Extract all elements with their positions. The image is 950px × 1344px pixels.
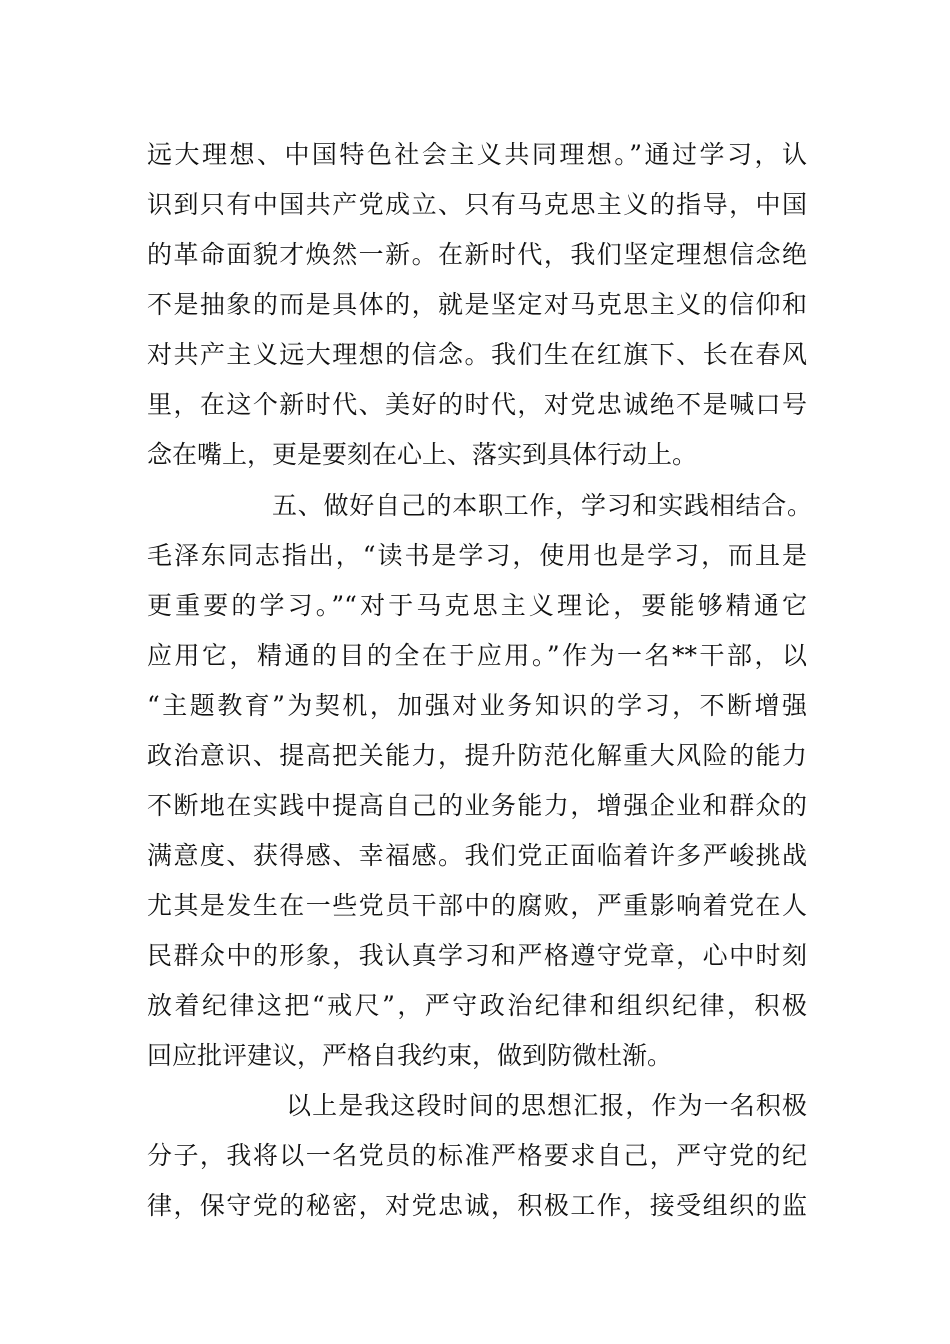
text-line-12: “主题教育”为契机，加强对业务知识的学习，不断增强 bbox=[147, 691, 807, 720]
text-line-15: 满意度、获得感、幸福感。我们党正面临着许多严峻挑战 bbox=[147, 841, 807, 870]
text-line-11: 应用它，精通的目的全在于应用。”作为一名**干部，以 bbox=[147, 641, 807, 670]
text-line-16: 尤其是发生在一些党员干部中的腐败，严重影响着党在人 bbox=[147, 891, 807, 920]
text-line-5: 对共产主义远大理想的信念。我们生在红旗下、长在春风 bbox=[147, 340, 807, 369]
text-line-3: 的革命面貌才焕然一新。在新时代，我们坚定理想信念绝 bbox=[147, 240, 807, 269]
text-line-10: 更重要的学习。”“对于马克思主义理论，要能够精通它 bbox=[147, 591, 807, 620]
text-line-1: 远大理想、中国特色社会主义共同理想。”通过学习，认 bbox=[147, 140, 807, 169]
text-line-7: 念在嘴上，更是要刻在心上、落实到具体行动上。 bbox=[147, 440, 698, 469]
text-line-13: 政治意识、提高把关能力，提升防范化解重大风险的能力 bbox=[147, 741, 807, 770]
text-line-21: 分子，我将以一名党员的标准严格要求自己，严守党的纪 bbox=[147, 1141, 807, 1170]
text-line-18: 放着纪律这把“戒尺”，严守政治纪律和组织纪律，积极 bbox=[147, 991, 807, 1020]
text-line-4: 不是抽象的而是具体的，就是坚定对马克思主义的信仰和 bbox=[147, 290, 807, 319]
closing-paragraph-start: 以上是我这段时间的思想汇报，作为一名积极 bbox=[286, 1091, 807, 1120]
text-line-2: 识到只有中国共产党成立、只有马克思主义的指导，中国 bbox=[147, 190, 807, 219]
text-line-17: 民群众中的形象，我认真学习和严格遵守党章，心中时刻 bbox=[147, 941, 807, 970]
text-line-19: 回应批评建议，严格自我约束，做到防微杜渐。 bbox=[147, 1041, 673, 1070]
text-line-14: 不断地在实践中提高自己的业务能力，增强企业和群众的 bbox=[147, 791, 807, 820]
text-line-22: 律，保守党的秘密，对党忠诚，积极工作，接受组织的监 bbox=[147, 1191, 807, 1220]
section-heading-five: 五、做好自己的本职工作，学习和实践相结合。 bbox=[272, 491, 812, 520]
text-line-6: 里，在这个新时代、美好的时代，对党忠诚绝不是喊口号 bbox=[147, 390, 807, 419]
text-line-9: 毛泽东同志指出，“读书是学习，使用也是学习，而且是 bbox=[147, 541, 807, 570]
